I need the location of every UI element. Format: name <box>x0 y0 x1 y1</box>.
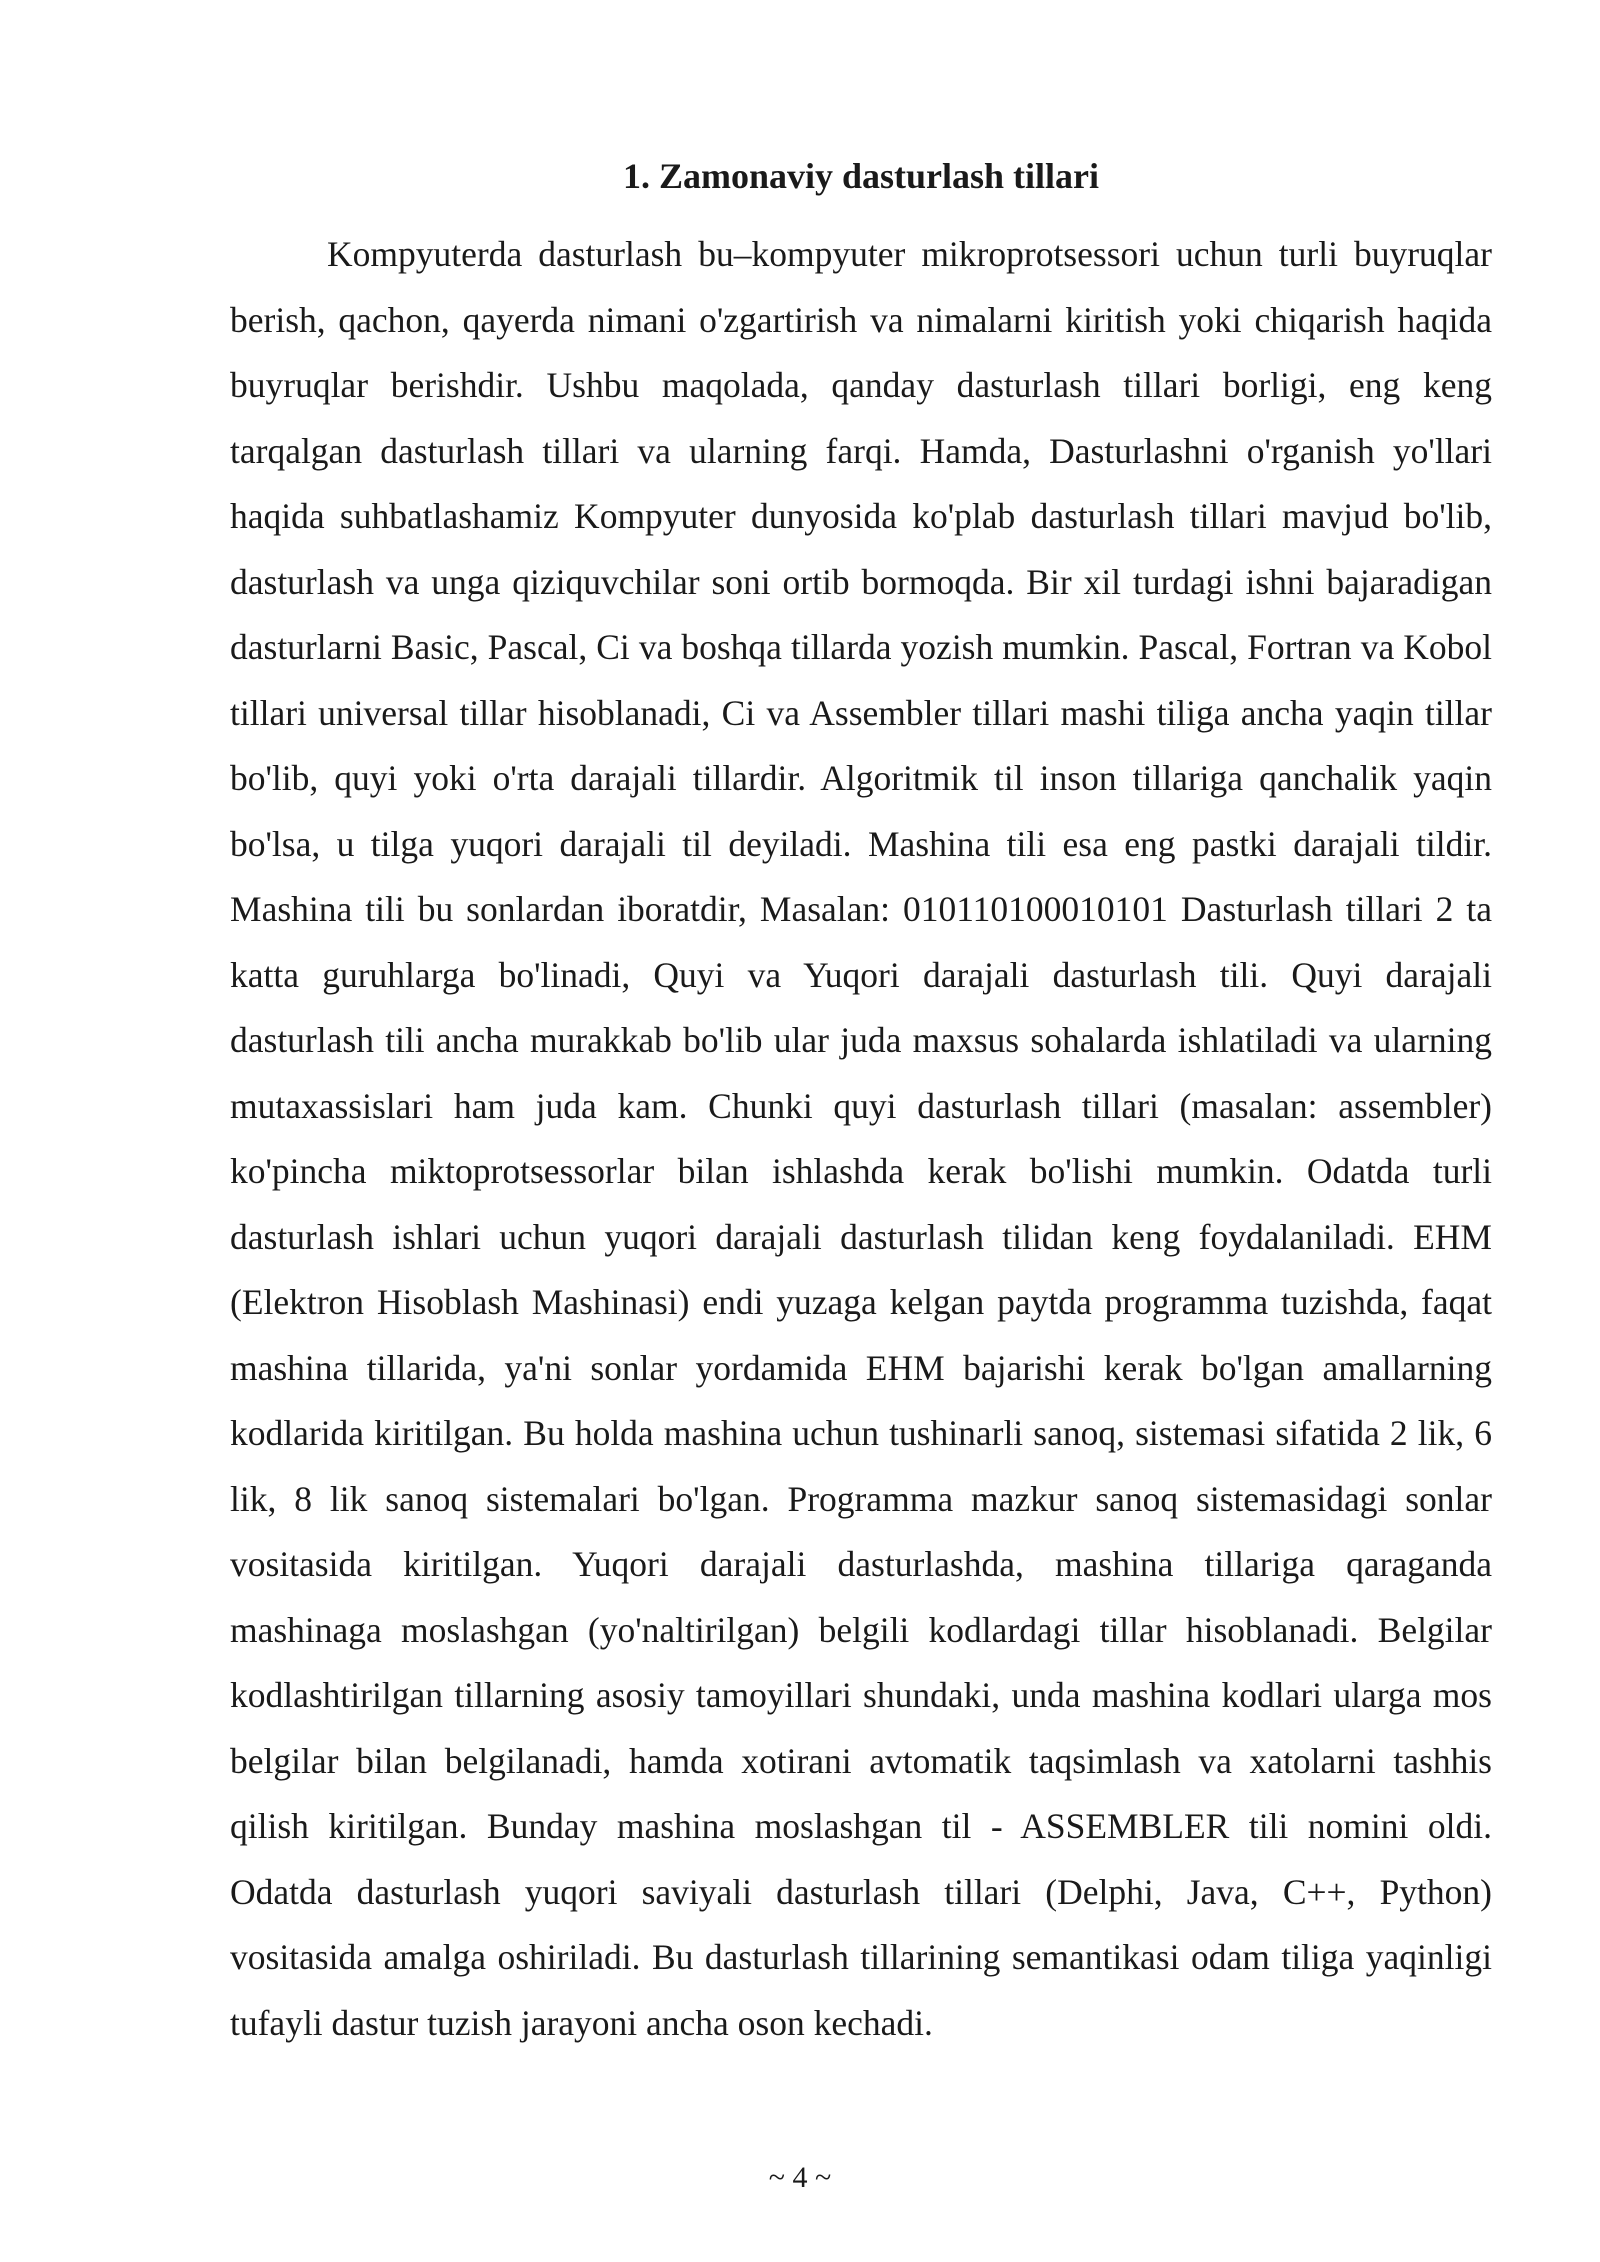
section-heading: 1. Zamonaviy dasturlash tillari <box>622 156 1100 196</box>
page-number: ~ 4 ~ <box>768 2161 832 2194</box>
body-paragraph: Kompyuterda dasturlash bu–kompyuter mikroprotsessori uchun turli buyruqlar berish, qachon, qayerda nimani o'zgartirish va nimalarni kiritish yoki chiqarish haqida buyruqlar berishdir. Ushbu maqolada, qanday dasturlash tillari borligi, eng keng tarqalgan dasturlash tillari va ularning farqi. Hamda, Dasturlashni o'rganish yo'llari haqida suhbatlashamiz Kompyuter dunyosida ko'plab dasturlash tillari mavjud bo'lib, dasturlash va unga qiziquvchilar soni ortib bormoqda. Bir xil turdagi ishni bajaradigan dasturlarni Basic, Pascal, Ci va boshqa tillarda yozish mumkin. Pascal, Fortran va Kobol tillari universal tillar hisoblanadi, Ci va Assembler tillari mashi tiliga ancha yaqin tillar bo'lib, quyi yoki o'rta darajali tillardir. Algoritmik til inson tillariga qanchalik yaqin bo'lsa, u tilga yuqori darajali til deyiladi. Mashina tili esa eng pastki darajali tildir. Mashina tili bu sonlardan iboratdir, Masalan: 010110100010101 Dasturlash tillari 2 ta katta guruhlarga bo'linadi, Quyi va Yuqori darajali dasturlash tili. Quyi darajali dasturlash tili ancha murakkab bo'lib ular juda maxsus sohalarda ishlatiladi va ularning mutaxassislari ham juda kam. Chunki quyi dasturlash tillari (masalan: assembler) ko'pincha miktoprotsessorlar bilan ishlashda kerak bo'lishi mumkin. Odatda turli dasturlash ishlari uchun yuqori darajali dasturlash tilidan keng foydalaniladi. EHM (Elektron Hisoblash Mashinasi) endi yuzaga kelgan paytda programma tuzishda, faqat mashina tillarida, ya'ni sonlar yordamida EHM bajarishi kerak bo'lgan amallarning kodlarida kiritilgan. Bu holda mashina uchun tushinarli sanoq, sistemasi sifatida 2 lik, 6 lik, 8 lik sanoq sistemalari bo'lgan. Programma mazkur sanoq sistemasidagi sonlar vositasida kiritilgan. Yuqori darajali dasturlashda, mashina tillariga qaraganda mashinaga moslashgan (yo'naltirilgan) belgili kodlardagi tillar hisoblanadi. Belgilar kodlashtirilgan tillarning asosiy tamoyillari shundaki, unda mashina kodlari ularga mos belgilar bilan belgilanadi, hamda xotirani avtomatik taqsimlash va xatolarni tashhis qilish kiritilgan. Bunday mashina moslashgan til - ASSEMBLER tili nomini oldi. Odatda dasturlash yuqori saviyali dasturlash tillari (Delphi, Java, C++, Python) vositasida amalga oshiriladi. Bu dasturlash tillarining semantikasi odam tiliga yaqinligi tufayli dastur tuzish jarayoni ancha oson kechadi. <box>230 234 1492 2043</box>
